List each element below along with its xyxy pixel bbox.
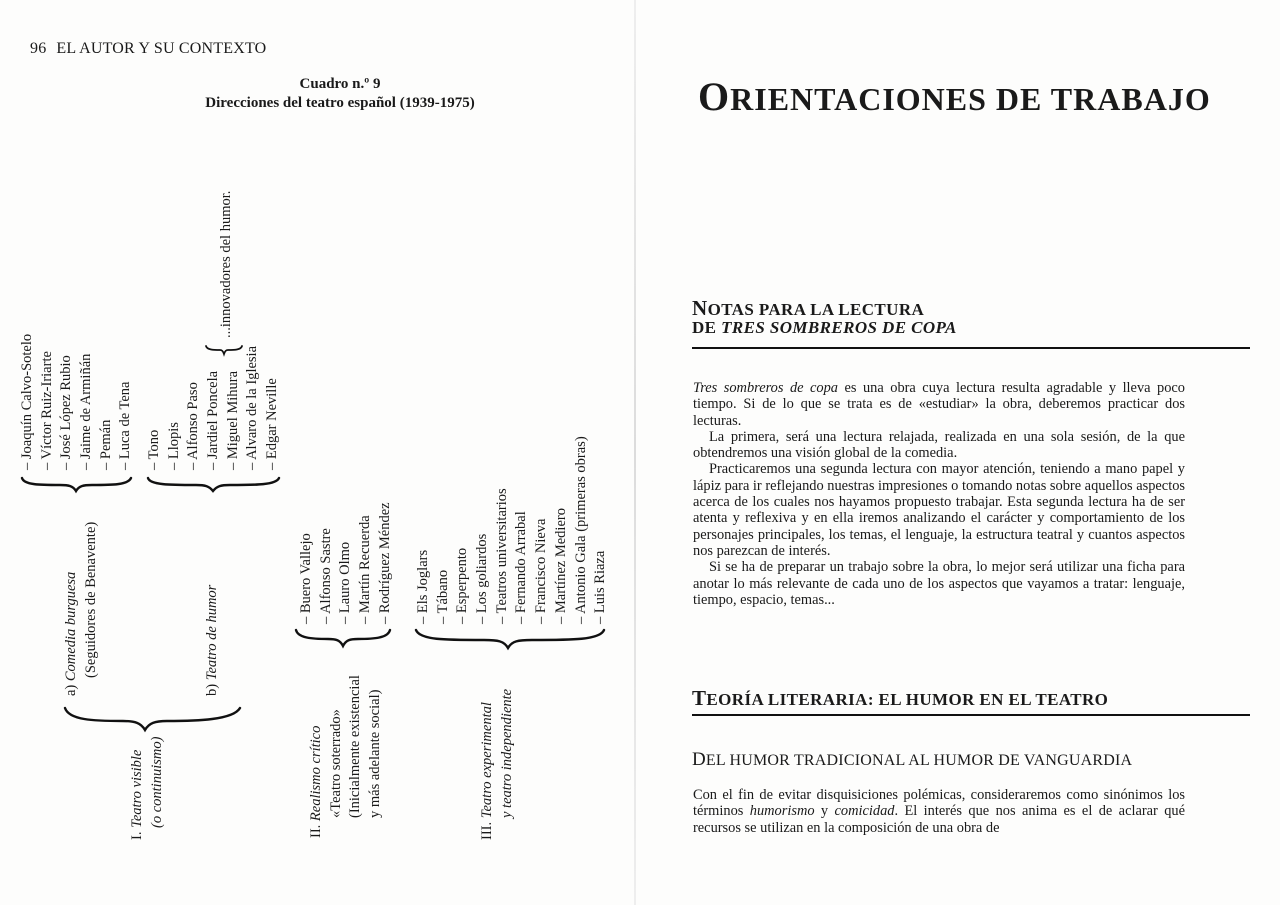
author-item: – Los goliardos [474, 533, 491, 624]
page-title: ORIENTACIONES DE TRABAJO [698, 74, 1211, 119]
comedia-authors-list [18, 334, 136, 470]
author-item: – Alfonso Sastre [317, 528, 334, 624]
group-visible-label: I. Teatro visible (o continuismo) [129, 736, 165, 840]
author-item: – Esperpento [454, 547, 471, 624]
author-item: – Miguel Mihura [224, 370, 241, 470]
author-item: – José López Rubio [58, 355, 75, 470]
notas-body [693, 380, 1185, 608]
paragraph: La primera, será una lectura relajada, realizada en una sola sesión, de la que obtendremos una visión global de la comedia. [693, 428, 1185, 462]
author-item: – Luis Riaza [592, 550, 609, 624]
author-item: – Jardiel Poncela [205, 370, 222, 470]
comedia-burguesa-label: a) Comedia burguesa (Seguidores de Benavente) [63, 521, 99, 696]
paragraph: Con el fin de evitar disquisiciones polémicas, consideraremos como sinónimos los términos humorismo y comicidad. El interés que nos anima es el de aclarar qué recursos se utilizan en la composición de una obra de [693, 787, 1185, 836]
author-item: – Tono [146, 429, 162, 470]
experimental-authors-list [414, 436, 611, 624]
author-item: – Francisco Nieva [533, 518, 550, 624]
running-head-text: EL AUTOR Y SU CONTEXTO [56, 40, 267, 57]
section-rule [692, 347, 1250, 349]
brace-realismo [294, 628, 392, 650]
subsection-heading: DEL HUMOR TRADICIONAL AL HUMOR DE VANGUARDIA [692, 749, 1133, 770]
brace-experimental [414, 628, 606, 652]
right-page [636, 0, 1280, 905]
author-item: – Jaime de Armiñán [78, 353, 95, 470]
running-head [30, 40, 266, 58]
teatro-humor-label: b) Teatro de humor [204, 584, 220, 696]
author-item: – Martínez Mediero [552, 508, 569, 624]
brace-humor [146, 476, 282, 494]
author-item: – Fernando Arrabal [513, 511, 530, 624]
brace-comedia [20, 476, 134, 494]
left-page [0, 0, 636, 905]
author-item: – Edgar Neville [264, 378, 281, 470]
author-item: – Alvaro de la Iglesia [244, 345, 261, 470]
humor-body [693, 787, 1185, 836]
author-item: – Els Joglars [415, 549, 431, 624]
author-item: – Rodríguez Méndez [376, 502, 393, 624]
author-item: – Lauro Olmo [337, 541, 354, 624]
author-item: – Antonio Gala (primeras obras) [572, 436, 589, 624]
brace-innovadores [204, 344, 244, 356]
section-rule [692, 714, 1250, 716]
section-heading-teoria: TEORÍA LITERARIA: EL HUMOR EN EL TEATRO [692, 686, 1109, 710]
cuadro-number: Cuadro n.º 9 [299, 76, 381, 92]
author-item: – Luca de Tena [117, 381, 134, 470]
author-item: – Tábano [434, 569, 451, 624]
author-item: – Buero Vallejo [298, 533, 314, 624]
paragraph: Si se ha de preparar un trabajo sobre la obra, lo mejor será utilizar una ficha para anotar lo más relevante de cada uno de los aspectos que vayamos a tratar: lenguaje, tiempo, espacio, temas... [693, 559, 1185, 608]
paragraph: Tres sombreros de copa es una obra cuya lectura resulta agradable y lleva poco tiempo. Si de lo que se trata es de «estudiar» la obra, deberemos practicar dos lecturas. [693, 380, 1185, 429]
author-item: – Pemán [97, 419, 114, 470]
author-item: – Alfonso Paso [185, 382, 202, 470]
author-item: – Teatros universitarios [493, 488, 510, 624]
paragraph: Practicaremos una segunda lectura con mayor atención, teniendo a mano papel y lápiz para ir reflejando nuestras impresiones o tomando notas sobre aquellos aspectos acerca de los cuales nos hayamos propuesto trabajar. Esta segunda lectura ha de ser atenta y reflexiva y en ella iremos analizando el carácter y comportamiento de los personajes principales, los temas, el lenguaje, la estructura teatral y cuantos aspectos nos parezcan de interés. [693, 461, 1185, 559]
humor-authors-list [145, 346, 283, 470]
author-item: – Martín Recuerda [357, 515, 374, 624]
section-heading-notas: NOTAS PARA LA LECTURA [692, 296, 925, 320]
realismo-authors-list [297, 502, 395, 624]
page-number: 96 [30, 40, 47, 57]
brace-visible [63, 706, 243, 736]
author-item: – Llopis [165, 422, 182, 470]
group-experimental-label: III. Teatro experimental y teatro independiente [479, 688, 515, 840]
innovadores-note: ...innovadores del humor. [218, 190, 234, 338]
author-item: – Víctor Ruiz-Iriarte [38, 351, 55, 470]
group-realismo-label: II. Realismo crítico «Teatro soterrado» (Inicialmente existencial y más adelante social) [308, 675, 384, 838]
section-heading-notas-line2: DE TRES SOMBREROS DE COPA [692, 318, 957, 337]
author-item: – Joaquín Calvo-Sotelo [19, 333, 35, 470]
cuadro-title: Direcciones del teatro español (1939-1975) [205, 95, 475, 111]
